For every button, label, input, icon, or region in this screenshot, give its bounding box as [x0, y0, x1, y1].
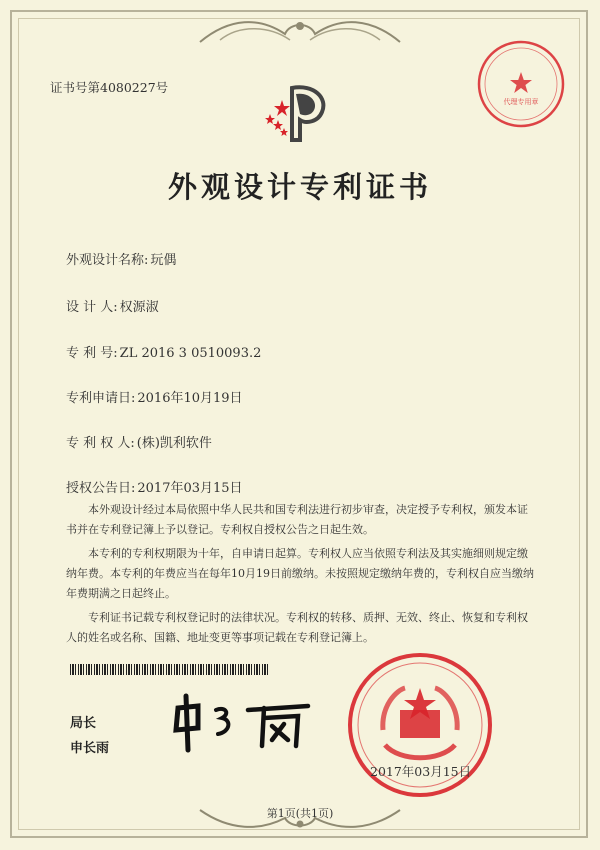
field-label: 外观设计名称: — [66, 253, 149, 268]
handwritten-signature — [168, 688, 318, 758]
patent-office-emblem — [262, 80, 330, 146]
field-value: (株)凯利软件 — [136, 436, 212, 451]
field-value: 2016年10月19日 — [137, 391, 243, 406]
field-label: 授权公告日: — [66, 481, 136, 496]
signatory-name: 申长雨 — [70, 741, 110, 756]
page-footer: 第1页(共1页) — [266, 807, 334, 820]
body-paragraph-1: 本外观设计经过本局依照中华人民共和国专利法进行初步审查，决定授予专利权，颁发本证书并在专利登记簿上予以登记。专利权自授权公告之日起生效。 — [66, 503, 528, 536]
field-design-name — [66, 249, 176, 268]
field-patentee — [66, 432, 212, 451]
body-paragraph-2: 本专利的专利权期限为十年，自申请日起算。专利权人应当依照专利法及其实施细则规定缴纳年费。本专利的年费应当在每年10月19日前缴纳。未按照规定缴纳年费的，专利权自应当缴纳年费期满之日起终止。 — [66, 547, 534, 600]
field-label: 专利申请日: — [66, 391, 136, 406]
field-application-date — [66, 387, 243, 406]
seal-date: 2017年03月15日 — [370, 764, 472, 779]
field-value: 权源淑 — [119, 300, 159, 315]
field-label: 设 计 人: — [66, 300, 118, 315]
top-ornament — [190, 12, 410, 48]
document-title: 外观设计专利证书 — [167, 170, 432, 204]
field-designer — [66, 296, 159, 315]
barcode — [70, 664, 270, 675]
agency-stamp — [475, 38, 567, 130]
field-label: 专 利 号: — [66, 346, 118, 361]
field-label: 专 利 权 人: — [66, 436, 135, 451]
field-value: ZL 2016 3 0510093.2 — [119, 346, 262, 361]
certificate-body — [66, 500, 534, 652]
body-paragraph-3: 专利证书记载专利权登记时的法律状况。专利权的转移、质押、无效、终止、恢复和专利权人的姓名或名称、国籍、地址变更等事项记载在专利登记簿上。 — [66, 611, 528, 644]
field-patent-number — [66, 342, 261, 361]
field-value: 玩偶 — [150, 253, 177, 268]
signatory-title: 局长 — [70, 716, 97, 731]
svg-text:代理专用章: 代理专用章 — [503, 98, 539, 106]
certificate-number: 证书号第4080227号 — [50, 80, 169, 95]
field-grant-date — [66, 477, 243, 496]
field-value: 2017年03月15日 — [137, 481, 243, 496]
